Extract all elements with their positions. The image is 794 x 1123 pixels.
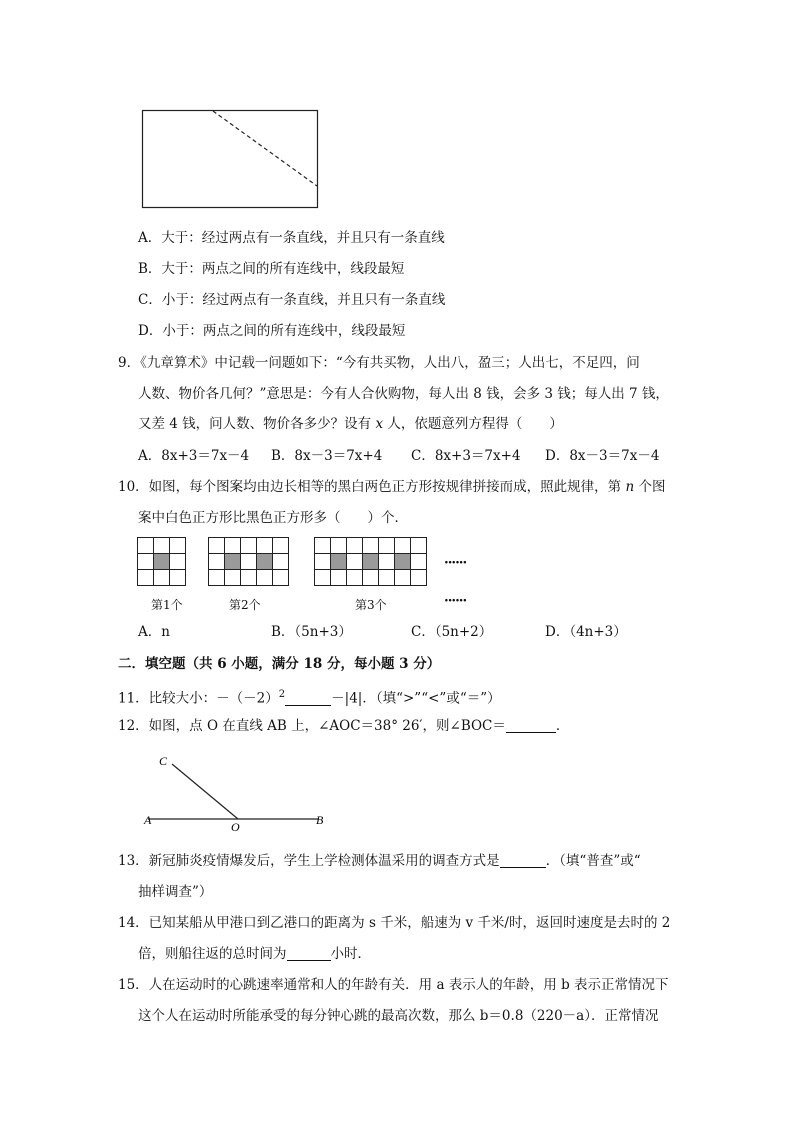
- q15-line-1: 15．人在运动时的心跳速率通常和人的年龄有关．用 a 表示人的年龄，用 b 表示正常情况下: [118, 977, 669, 993]
- q12-label-a: A: [144, 813, 152, 827]
- q10-option-b: B．（5n+3）: [271, 624, 352, 640]
- q10-pattern-3: [314, 537, 427, 586]
- q9-line-3: 又差 4 钱，问人数、物价各多少？设有 x 人，依题意列方程得（ ）: [138, 416, 563, 432]
- q12-label-b: B: [316, 813, 324, 827]
- q9-option-d: D．8x－3＝7x－4: [545, 448, 660, 464]
- q13-line-1: 13．新冠肺炎疫情爆发后，学生上学检测体温采用的调查方式是 ．（填“普查”或“: [118, 853, 641, 869]
- q8-figure: [141, 108, 321, 210]
- q10-caption-3: 第3个: [355, 598, 387, 612]
- q10-option-d: D．（4n+3）: [545, 624, 627, 640]
- q12-label-o: O: [231, 820, 240, 834]
- q11: 11．比较大小：$-(-2)^2 -|4|$．（填“>”“<”或“＝”）: [118, 689, 501, 707]
- q10-dots-bottom: ······: [444, 593, 467, 609]
- q9-option-b: B．8x－3＝7x+4: [271, 448, 383, 464]
- q14-line-1: 14．已知某船从甲港口到乙港口的距离为 s 千米，船速为 v 千米/时，返回时速度是去时的 2: [118, 915, 671, 931]
- q8-option-d: D．小于：两点之间的所有连线中，线段最短: [138, 323, 406, 339]
- q10-line-1: 10．如图，每个图案均由边长相等的黑白两色正方形按规律拼接而成，照此规律，第 n 个图: [118, 479, 666, 495]
- q9-line-1: 9．《九章算术》中记载一问题如下：“今有共买物，人出八，盈三；人出七，不足四，问: [118, 355, 640, 371]
- section-2-title: 二．填空题（共 6 小题，满分 18 分，每小题 3 分）: [118, 656, 441, 672]
- q9-line-2: 人数、物价各几何？”意思是：今有人合伙购物，每人出 8 钱，会多 3 钱；每人出 7 钱，: [138, 386, 669, 402]
- q10-pattern-1: [137, 537, 186, 586]
- q12: 12．如图，点 O 在直线 AB 上，∠AOC＝38° 26′，则∠BOC＝ ．: [118, 718, 570, 734]
- q12-figure: [140, 750, 340, 835]
- q10-option-c: C．（5n+2）: [411, 624, 493, 640]
- q9-option-a: A．8x+3＝7x－4: [138, 448, 250, 464]
- q10-caption-2: 第2个: [229, 598, 261, 612]
- q10-option-a: A．n: [138, 624, 170, 640]
- q13-line-2: 抽样调查”）: [138, 884, 213, 900]
- q10-caption-1: 第1个: [151, 598, 183, 612]
- q12-label-c: C: [159, 754, 168, 768]
- q8-option-c: C．小于：经过两点有一条直线，并且只有一条直线: [138, 292, 446, 308]
- q9-option-c: C．8x+3＝7x+4: [411, 448, 521, 464]
- q14-line-2: 倍，则船往返的总时间为 小时．: [138, 946, 371, 962]
- q8-option-a: A．大于：经过两点有一条直线，并且只有一条直线: [138, 230, 445, 246]
- q10-line-2: 案中白色正方形比黑色正方形多（ ）个．: [138, 510, 408, 526]
- q10-dots-top: ······: [444, 555, 467, 571]
- q8-option-b: B．大于：两点之间的所有连线中，线段最短: [138, 261, 405, 277]
- q15-line-2: 这个人在运动时所能承受的每分钟心跳的最高次数，那么 b＝0.8（220－a）．正常情况: [138, 1008, 659, 1024]
- q10-pattern-2: [208, 537, 289, 586]
